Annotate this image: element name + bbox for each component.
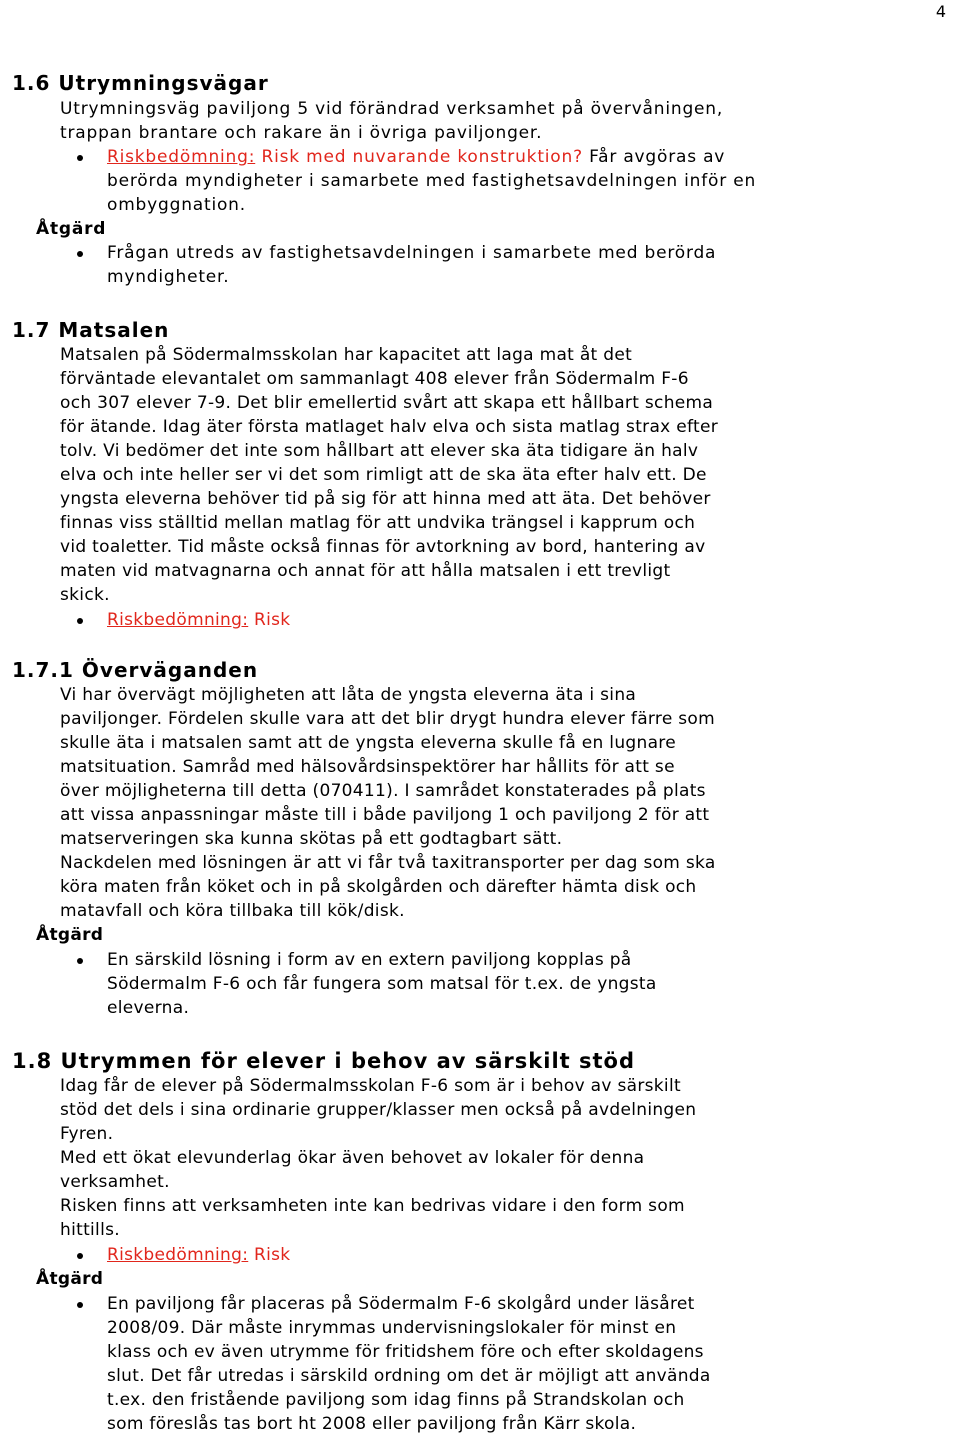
s17-body-line: för ätande. Idag äter första matlaget halv elva och sista matlag strax efter — [60, 417, 719, 437]
s17-body-line: finnas viss ställtid mellan matlag för att undvika trängsel i kapprum och — [60, 513, 696, 533]
s171-body-line: paviljonger. Fördelen skulle vara att det blir drygt hundra elever färre som — [60, 709, 715, 729]
s171-body-line: att vissa anpassningar måste till i både paviljong 1 och paviljong 2 för att — [60, 805, 710, 825]
s171-action-line: eleverna. — [107, 998, 190, 1018]
s171-body-line: Nackdelen med lösningen är att vi får två taxitransporter per dag som ska — [60, 853, 716, 873]
s18-body-line: verksamhet. — [60, 1172, 170, 1192]
s18-body-line: Fyren. — [60, 1124, 114, 1144]
s18-body-line: Risken finns att verksamheten inte kan bedrivas vidare i den form som — [60, 1196, 685, 1216]
risk-label: Riskbedömning: — [107, 147, 256, 167]
s17-body-line: vid toaletter. Tid måste också finnas för avtorkning av bord, hantering av — [60, 537, 706, 557]
s16-atgard-label: Åtgärd — [36, 219, 107, 239]
s171-body-line: skulle äta i matsalen samt att de yngsta eleverna skulle få en lugnare — [60, 733, 676, 753]
bullet-icon — [77, 1302, 83, 1308]
s171-body-line: Vi har övervägt möjligheten att låta de yngsta eleverna äta i sina — [60, 685, 637, 705]
s18-body-line: Idag får de elever på Södermalmsskolan F-6 som är i behov av särskilt — [60, 1076, 681, 1096]
s16-risk-line — [107, 147, 725, 167]
s17-body-line: förväntade elevantalet om sammanlagt 408 elever från Södermalm F-6 — [60, 369, 689, 389]
page-number: 4 — [935, 2, 946, 21]
s17-risk-line — [107, 610, 290, 630]
s18-action-line: slut. Det får utredas i särskild ordning om det är möjligt att använda — [107, 1366, 711, 1386]
s17-body-line: och 307 elever 7-9. Det blir emellertid svårt att skapa ett hållbart schema — [60, 393, 714, 413]
s16-risk-cont: ombyggnation. — [107, 195, 246, 215]
s18-atgard-label: Åtgärd — [36, 1269, 104, 1289]
s18-body-line: hittills. — [60, 1220, 120, 1240]
s17-body-line: elva och inte heller ser vi det som rimligt att de ska äta efter halv ett. De — [60, 465, 707, 485]
s171-atgard-label: Åtgärd — [36, 925, 104, 945]
risk-value: Risk — [253, 1245, 291, 1265]
s16-action-line: myndigheter. — [107, 267, 230, 287]
s171-body-line: matserveringen ska kunna skötas på ett godtagbart sätt. — [60, 829, 563, 849]
bullet-icon — [77, 958, 83, 964]
s17-body-line: maten vid matvagnarna och annat för att hålla matsalen i ett trevligt — [60, 561, 671, 581]
s17-body-line: Matsalen på Södermalmsskolan har kapacitet att laga mat åt det — [60, 345, 633, 365]
s16-intro-line: trappan brantare och rakare än i övriga paviljonger. — [60, 123, 543, 143]
s18-action-line: som föreslås tas bort ht 2008 eller paviljong från Kärr skola. — [107, 1414, 637, 1434]
s17-body-line: skick. — [60, 585, 110, 605]
s171-action-line: En särskild lösning i form av en extern paviljong kopplas på — [107, 950, 632, 970]
section-1-7-heading: 1.7 Matsalen — [12, 318, 170, 342]
bullet-icon — [77, 1253, 83, 1259]
s16-intro-line: Utrymningsväg paviljong 5 vid förändrad verksamhet på övervåningen, — [60, 99, 724, 119]
bullet-icon — [77, 618, 83, 624]
s18-risk-line — [107, 1245, 290, 1265]
s171-body-line: matavfall och köra tillbaka till kök/disk. — [60, 901, 405, 921]
s18-body-line: Med ett ökat elevunderlag ökar även behovet av lokaler för denna — [60, 1148, 645, 1168]
section-1-6-heading: 1.6 Utrymningsvägar — [12, 71, 269, 95]
s17-body-line: yngsta eleverna behöver tid på sig för att hinna med att äta. Det behöver — [60, 489, 711, 509]
risk-value: Risk — [253, 610, 291, 630]
risk-label: Riskbedömning: — [107, 1245, 249, 1265]
s18-action-line: En paviljong får placeras på Södermalm F-6 skolgård under läsåret — [107, 1294, 695, 1314]
risk-value: Risk med nuvarande konstruktion? — [261, 147, 583, 167]
s171-body-line: köra maten från köket och in på skolgården och därefter hämta disk och — [60, 877, 697, 897]
s16-risk-cont: berörda myndigheter i samarbete med fastighetsavdelningen inför en — [107, 171, 757, 191]
s171-action-line: Södermalm F-6 och får fungera som matsal för t.ex. de yngsta — [107, 974, 657, 994]
s18-action-line: klass och ev även utrymme för fritidshem före och efter skoldagens — [107, 1342, 704, 1362]
risk-rest: Får avgöras av — [582, 147, 726, 167]
bullet-icon — [77, 251, 83, 257]
s18-action-line: 2008/09. Där måste inrymmas undervisningslokaler för minst en — [107, 1318, 677, 1338]
section-1-7-1-heading: 1.7.1 Överväganden — [12, 658, 259, 682]
s16-action-line: Frågan utreds av fastighetsavdelningen i samarbete med berörda — [107, 243, 717, 263]
bullet-icon — [77, 155, 83, 161]
s18-action-line: t.ex. den fristående paviljong som idag finns på Strandskolan och — [107, 1390, 685, 1410]
s171-body-line: matsituation. Samråd med hälsovårdsinspektörer har hållits för att se — [60, 757, 675, 777]
section-1-8-heading: 1.8 Utrymmen för elever i behov av särskilt stöd — [12, 1049, 635, 1073]
risk-label: Riskbedömning: — [107, 610, 249, 630]
s17-body-line: tolv. Vi bedömer det inte som hållbart att elever ska äta tidigare än halv — [60, 441, 699, 461]
s18-body-line: stöd det dels i sina ordinarie grupper/klasser men också på avdelningen — [60, 1100, 697, 1120]
s171-body-line: över möjligheterna till detta (070411). I samrådet konstaterades på plats — [60, 781, 706, 801]
